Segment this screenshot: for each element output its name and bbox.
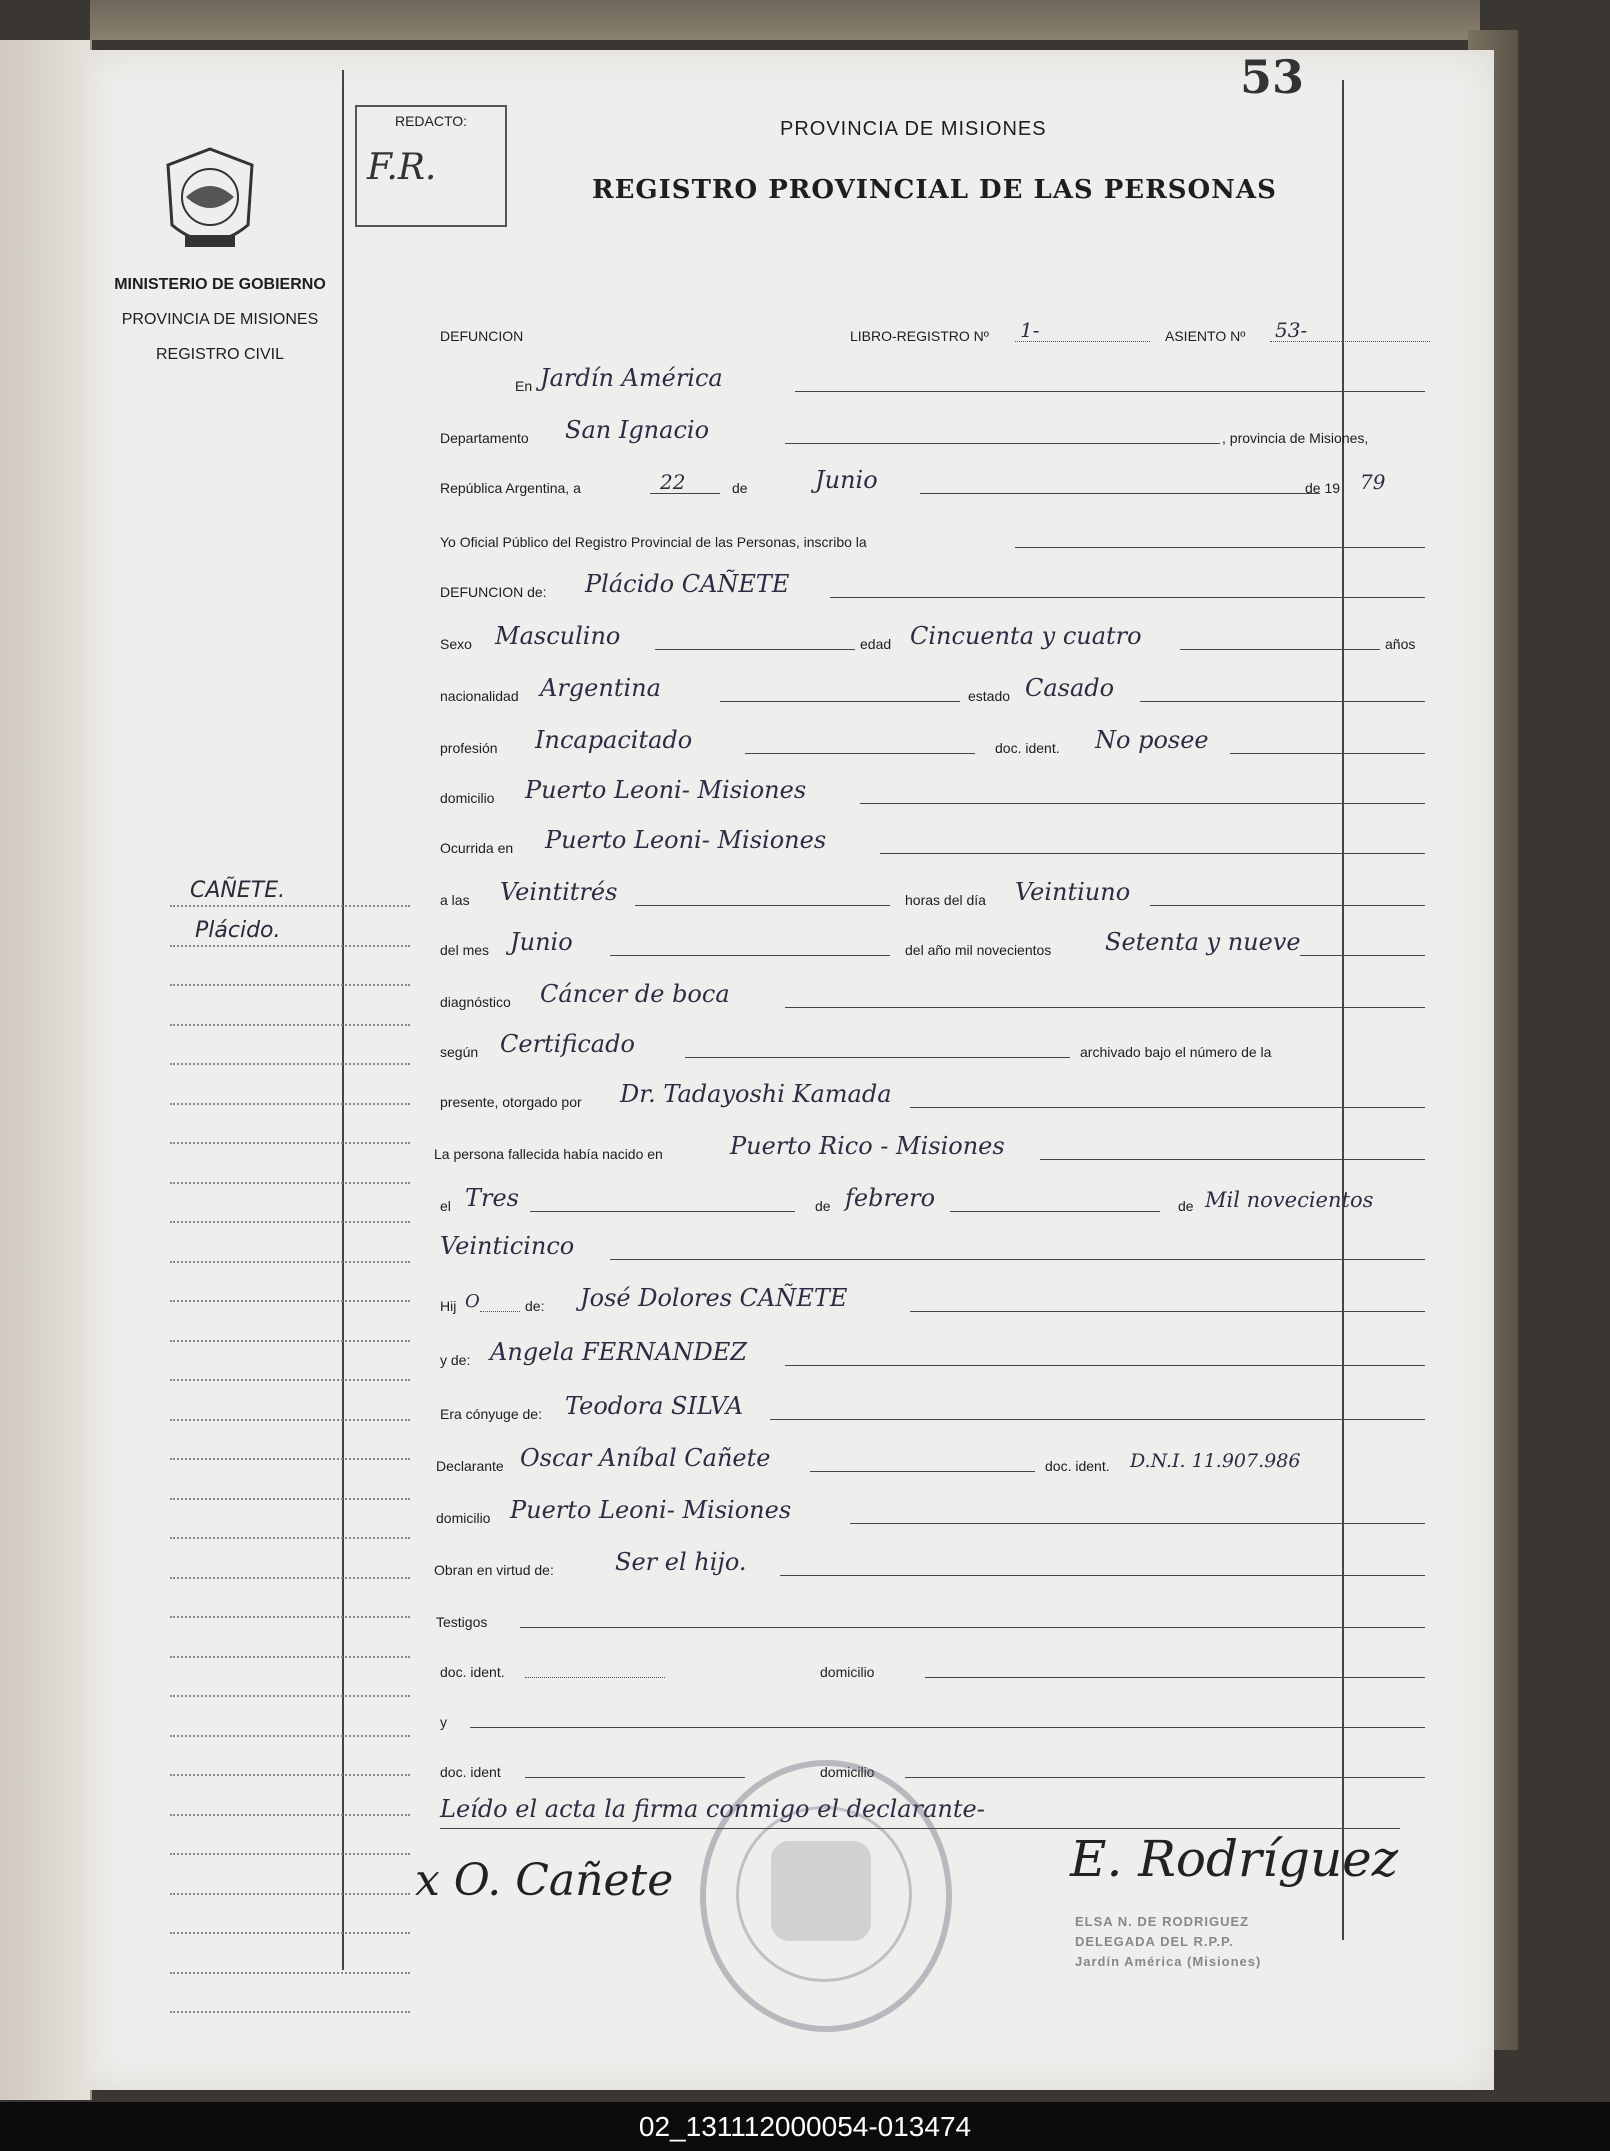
row-testigos	[436, 1596, 1328, 1632]
registry-stamp	[700, 1760, 952, 2032]
padre-value: José Dolores CAÑETE	[580, 1284, 848, 1312]
registry-header: REGISTRO PROVINCIAL DE LAS PERSONAS	[592, 175, 1277, 205]
ministry-registry: REGISTRO CIVIL	[155, 346, 285, 363]
margin-ruling-line	[170, 1221, 410, 1223]
profesion-value: Incapacitado	[535, 726, 693, 754]
horas-value: Veintiuno	[1015, 878, 1131, 906]
row-fecha-cont	[440, 1228, 1328, 1264]
margin-ruling-line	[170, 984, 410, 986]
row-fecha-nac	[440, 1180, 1374, 1216]
margin-ruling-line	[170, 1814, 410, 1816]
yde-label: y de:	[440, 1352, 471, 1368]
row-madre	[440, 1334, 1328, 1370]
officer-signature: E. Rodríguez	[1070, 1830, 1399, 1888]
obran-value: Ser el hijo.	[615, 1548, 747, 1576]
closing-statement: Leído el acta la firma conmigo el declarante-	[440, 1795, 985, 1823]
estado-label: estado	[968, 688, 1011, 704]
book-cover-top	[90, 0, 1480, 40]
conyuge-value: Teodora SILVA	[565, 1392, 744, 1420]
declarante-value: Oscar Aníbal Cañete	[520, 1444, 771, 1472]
row-defuncion	[440, 566, 1328, 602]
margin-ruling-line	[170, 1972, 410, 1974]
margin-ruling-line	[170, 1024, 410, 1026]
el-label: el	[440, 1198, 451, 1214]
fecha-anio: 79	[1360, 470, 1386, 494]
nacido-label: La persona fallecida había nacido en	[434, 1146, 663, 1162]
decl-dom-label: domicilio	[436, 1510, 491, 1526]
nacido-value: Puerto Rico - Misiones	[730, 1132, 1005, 1160]
margin-ruling-line	[170, 1419, 410, 1421]
row-t-doc	[440, 1646, 1328, 1682]
decl-doc-label: doc. ident.	[1045, 1458, 1110, 1474]
delmes-label: del mes	[440, 942, 490, 958]
officer-title: DELEGADA DEL R.P.P.	[1075, 1934, 1234, 1949]
hijo-label: Hij	[440, 1298, 457, 1314]
row-diagnostico	[440, 976, 1328, 1012]
stamp-crest-icon	[771, 1841, 871, 1941]
margin-ruling-line	[170, 1300, 410, 1302]
margin-ruling-line	[170, 905, 410, 907]
margin-ruling-line	[170, 1261, 410, 1263]
asiento-label: ASIENTO Nº	[1165, 328, 1246, 344]
fecha-mes: Junio	[815, 466, 878, 494]
oficial-text: Yo Oficial Público del Registro Provincial de las Personas, inscribo la	[440, 534, 867, 550]
margin-ruling-line	[170, 1182, 410, 1184]
profesion-label: profesión	[440, 740, 498, 756]
docident-value: No posee	[1095, 726, 1209, 754]
conyuge-label: Era cónyuge de:	[440, 1406, 542, 1422]
t2-dom-label: domicilio	[820, 1764, 875, 1780]
row-republica	[440, 462, 1386, 498]
ministry-province: PROVINCIA DE MISIONES	[121, 311, 319, 328]
row-en	[440, 360, 1328, 396]
diagnostico-value: Cáncer de boca	[540, 980, 730, 1008]
right-border	[1342, 80, 1344, 1940]
de3-value: Mil novecientos	[1205, 1188, 1374, 1212]
horas-label: horas del día	[905, 892, 986, 908]
alas-label: a las	[440, 892, 470, 908]
row-y	[440, 1696, 1328, 1732]
margin-firstname: Plácido.	[195, 918, 281, 943]
decl-dom-value: Puerto Leoni- Misiones	[510, 1496, 792, 1524]
ministry-name: MINISTERIO DE GOBIERNO	[114, 276, 326, 293]
defuncion-value: Plácido CAÑETE	[585, 570, 790, 598]
row-alas	[440, 874, 1328, 910]
row-decl-dom	[436, 1492, 1328, 1528]
de3-label: de	[1178, 1198, 1194, 1214]
presente-label: presente, otorgado por	[440, 1094, 582, 1110]
el-value: Tres	[465, 1184, 519, 1212]
officer-stamp	[1075, 1912, 1261, 1972]
row-delmes	[440, 924, 1328, 960]
segun-value: Certificado	[500, 1030, 635, 1058]
margin-ruling-line	[170, 1735, 410, 1737]
officer-location: Jardín América (Misiones)	[1075, 1954, 1262, 1969]
margin-ruling-line	[170, 1063, 410, 1065]
de2-value: febrero	[845, 1184, 936, 1212]
fecha-cont-value: Veinticinco	[440, 1232, 575, 1260]
asiento-value: 53-	[1275, 318, 1308, 342]
archive-id-bar	[0, 2102, 1610, 2151]
margin-ruling-line	[170, 1577, 410, 1579]
testigos-label: Testigos	[436, 1614, 488, 1630]
segun-label: según	[440, 1044, 479, 1060]
fecha-de-label: de	[732, 480, 748, 496]
fecha-dia: 22	[660, 470, 686, 494]
margin-ruling-line	[170, 1103, 410, 1105]
row-oficial	[440, 516, 1328, 552]
page-number: 53	[1240, 50, 1305, 104]
row-nacionalidad	[440, 670, 1328, 706]
archive-id: 02_131112000054-013474	[638, 2111, 972, 2142]
edad-value: Cincuenta y cuatro	[910, 622, 1142, 650]
margin-surname: CAÑETE.	[190, 878, 286, 903]
redacto-initials: F.R.	[367, 147, 437, 188]
nacionalidad-value: Argentina	[540, 674, 661, 702]
province-header: PROVINCIA DE MISIONES	[780, 118, 1047, 140]
margin-divider	[342, 70, 344, 1970]
archivado-label: archivado bajo el número de la	[1080, 1044, 1272, 1060]
edad-label: edad	[860, 636, 892, 652]
margin-ruling-line	[170, 1379, 410, 1381]
margin-ruling-line	[170, 1458, 410, 1460]
alas-value: Veintitrés	[500, 878, 618, 906]
redacto-box	[355, 105, 507, 227]
decl-doc-value: D.N.I. 11.907.986	[1130, 1450, 1301, 1472]
presente-value: Dr. Tadayoshi Kamada	[620, 1080, 892, 1108]
hijo-de-label: de:	[525, 1298, 545, 1314]
margin-ruling-line	[170, 1656, 410, 1658]
domicilio-value: Puerto Leoni- Misiones	[525, 776, 807, 804]
t-doc-label: doc. ident.	[440, 1664, 505, 1680]
row-conyuge	[440, 1388, 1328, 1424]
hijo-suffix: O	[465, 1291, 480, 1312]
sexo-value: Masculino	[495, 622, 621, 650]
binder-left-page	[0, 40, 92, 2100]
row-departamento	[440, 412, 1369, 448]
libro-label: LIBRO-REGISTRO Nº	[850, 328, 989, 344]
row-profesion	[440, 722, 1328, 758]
docident-label: doc. ident.	[995, 740, 1060, 756]
margin-ruling-line	[170, 1537, 410, 1539]
delmes-value: Junio	[510, 928, 573, 956]
declarant-signature: x O. Cañete	[415, 1855, 674, 1906]
en-value: Jardín América	[540, 364, 723, 392]
margin-ruling-line	[170, 1932, 410, 1934]
anio-value: Setenta y nueve	[1105, 928, 1301, 956]
y-label: y	[440, 1714, 447, 1730]
officer-name: ELSA N. DE RODRIGUEZ	[1075, 1914, 1250, 1929]
libro-value: 1-	[1020, 318, 1040, 342]
row-hijo	[440, 1280, 1328, 1316]
provincia-suffix: , provincia de Misiones,	[1222, 430, 1369, 446]
margin-ruling-line	[170, 1774, 410, 1776]
t-dom-label: domicilio	[820, 1664, 875, 1680]
estado-value: Casado	[1025, 674, 1115, 702]
margin-ruling-line	[170, 2011, 410, 2013]
diagnostico-label: diagnóstico	[440, 994, 511, 1010]
departamento-label: Departamento	[440, 430, 529, 446]
redacto-label: REDACTO:	[394, 113, 468, 129]
obran-label: Obran en virtud de:	[434, 1562, 554, 1578]
row-domicilio	[440, 772, 1328, 808]
margin-ruling-line	[170, 1498, 410, 1500]
en-label: En	[515, 378, 533, 394]
anio-label: del año mil novecientos	[905, 942, 1052, 958]
anios-label: años	[1385, 636, 1416, 652]
republica-label: República Argentina, a	[440, 480, 581, 496]
de2-label: de	[815, 1198, 831, 1214]
nacionalidad-label: nacionalidad	[440, 688, 519, 704]
ocurrida-value: Puerto Leoni- Misiones	[545, 826, 827, 854]
row-declarante	[436, 1440, 1328, 1476]
row-sexo	[440, 618, 1416, 654]
defuncion-label: DEFUNCION de:	[440, 584, 547, 600]
sexo-label: Sexo	[440, 636, 472, 652]
ocurrida-label: Ocurrida en	[440, 840, 514, 856]
margin-ruling-line	[170, 1340, 410, 1342]
record-type: DEFUNCION	[440, 328, 524, 344]
margin-ruling-line	[170, 945, 410, 947]
margin-ruling-line	[170, 1695, 410, 1697]
domicilio-label: domicilio	[440, 790, 495, 806]
madre-value: Angela FERNANDEZ	[490, 1338, 747, 1366]
row-obran	[434, 1544, 1328, 1580]
row-libro	[440, 310, 1328, 346]
margin-ruling-line	[170, 1853, 410, 1855]
row-segun	[440, 1026, 1328, 1062]
ministry-seal-icon	[160, 145, 260, 260]
row-nacido	[434, 1128, 1328, 1164]
row-presente	[440, 1076, 1328, 1112]
margin-ruling-line	[170, 1616, 410, 1618]
margin-ruling-line	[170, 1142, 410, 1144]
departamento-value: San Ignacio	[565, 416, 710, 444]
row-ocurrida	[440, 822, 1328, 858]
margin-ruling-line	[170, 1893, 410, 1895]
declarante-label: Declarante	[436, 1458, 504, 1474]
t2-doc-label: doc. ident	[440, 1764, 501, 1780]
fecha-19-label: de 19	[1305, 480, 1341, 496]
